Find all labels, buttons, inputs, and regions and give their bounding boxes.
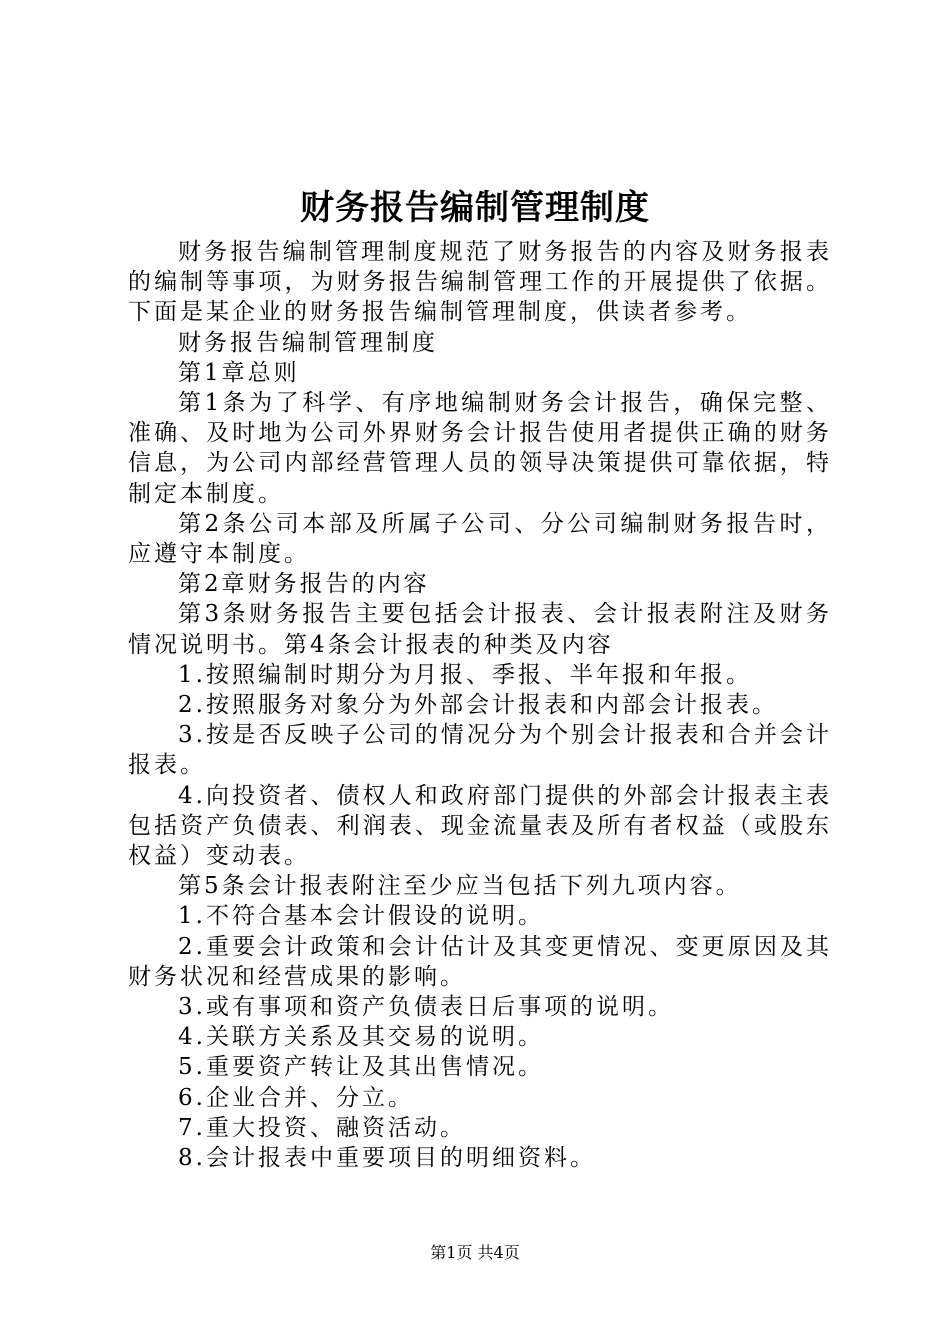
article-paragraph: 第5条会计报表附注至少应当包括下列九项内容。 bbox=[178, 873, 742, 900]
list-item: 8.会计报表中重要项目的明细资料。 bbox=[178, 1145, 596, 1172]
paragraph-intro: 财务报告编制管理制度规范了财务报告的内容及财务报表的编制等事项，为财务报告编制管理工作的开展提供了依据。下面是某企业的财务报告编制管理制度，供读者参考。 bbox=[128, 239, 832, 326]
article-paragraph: 第1条为了科学、有序地编制财务会计报告，确保完整、准确、及时地为公司外界财务会计报告使用者提供正确的财务信息，为公司内部经营管理人员的领导决策提供可靠依据，特制定本制度。 bbox=[128, 390, 832, 507]
list-item: 6.企业合并、分立。 bbox=[178, 1084, 414, 1111]
article-paragraph: 第2条公司本部及所属子公司、分公司编制财务报告时，应遵守本制度。 bbox=[128, 510, 832, 568]
list-item: 7.重大投资、融资活动。 bbox=[178, 1114, 466, 1141]
chapter-heading: 第1章总则 bbox=[178, 359, 300, 386]
list-item: 3.或有事项和资产负债表日后事项的说明。 bbox=[178, 994, 674, 1021]
article-paragraph: 第3条财务报告主要包括会计报表、会计报表附注及财务情况说明书。第4条会计报表的种类及内容 bbox=[128, 601, 832, 658]
list-item: 4.向投资者、债权人和政府部门提供的外部会计报表主表包括资产负债表、利润表、现金流量表及所有者权益（或股东权益）变动表。 bbox=[128, 782, 832, 870]
page-footer: 第1页 共4页 bbox=[430, 1243, 520, 1262]
list-item: 1.不符合基本会计假设的说明。 bbox=[178, 903, 544, 930]
list-item: 2.按照服务对象分为外部会计报表和内部会计报表。 bbox=[178, 692, 778, 719]
document-body bbox=[128, 237, 832, 1173]
list-item: 2.重要会计政策和会计估计及其变更情况、变更原因及其财务状况和经营成果的影响。 bbox=[128, 933, 832, 990]
paragraph-heading: 财务报告编制管理制度 bbox=[178, 329, 438, 356]
list-item: 3.按是否反映子公司的情况分为个别会计报表和合并会计报表。 bbox=[128, 722, 832, 779]
list-item: 4.关联方关系及其交易的说明。 bbox=[178, 1024, 544, 1051]
document-title: 财务报告编制管理制度 bbox=[300, 188, 650, 228]
list-item: 5.重要资产转让及其出售情况。 bbox=[178, 1054, 544, 1081]
chapter-heading: 第2章财务报告的内容 bbox=[178, 571, 430, 598]
list-item: 1.按照编制时期分为月报、季报、半年报和年报。 bbox=[178, 661, 752, 688]
